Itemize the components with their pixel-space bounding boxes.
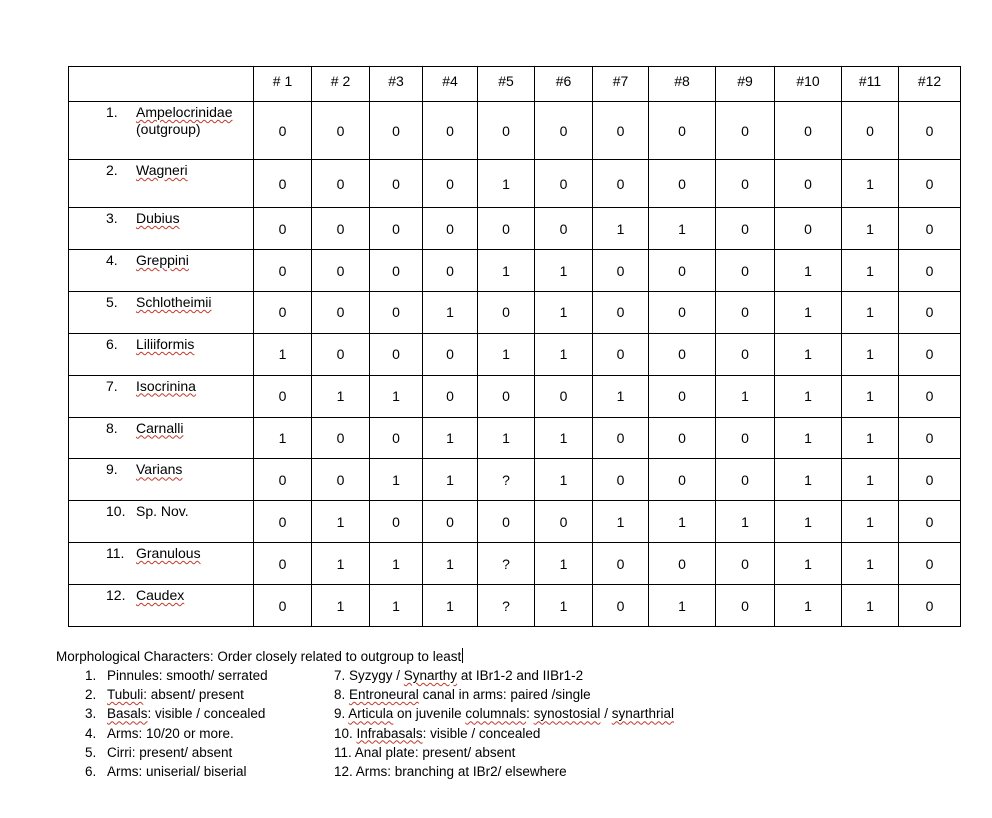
taxon-cell	[69, 501, 254, 543]
character-state-cell: 0	[370, 102, 423, 160]
character-state-cell: 0	[254, 208, 312, 250]
character-state-cell: 0	[716, 250, 775, 292]
character-state-cell: 0	[312, 208, 370, 250]
character-state-cell: 1	[535, 333, 593, 375]
character-state-cell: 0	[535, 160, 593, 208]
table-row	[69, 585, 961, 627]
character-matrix-table	[68, 66, 961, 627]
taxon-number: 4.	[106, 252, 118, 269]
character-state-cell: 0	[370, 208, 423, 250]
taxon-name-text: Carnalli	[136, 419, 184, 436]
character-state-cell: 0	[899, 459, 961, 501]
character-state-cell: 1	[842, 501, 899, 543]
taxon-name-text: Wagneri	[136, 162, 188, 179]
character-state-cell: 0	[899, 501, 961, 543]
taxon-name	[107, 210, 253, 227]
character-state-cell: 1	[423, 459, 478, 501]
character-state-cell: 0	[478, 501, 535, 543]
character-state-cell: 0	[775, 102, 842, 160]
character-state-cell: 1	[842, 250, 899, 292]
character-state-cell: 0	[899, 375, 961, 417]
character-state-cell: 1	[842, 208, 899, 250]
taxon-name-text: Dubius	[136, 210, 180, 227]
character-state-cell: 1	[535, 417, 593, 459]
character-state-cell: 0	[423, 160, 478, 208]
character-state-cell: 0	[899, 333, 961, 375]
character-state-cell: 1	[716, 375, 775, 417]
character-state-cell: 1	[312, 543, 370, 585]
character-state-cell: 0	[254, 102, 312, 160]
taxon-name-text: Ampelocrinidae	[136, 104, 233, 120]
taxon-name-text: Isocrinina	[136, 377, 196, 394]
character-state-cell: 0	[593, 291, 649, 333]
character-state-cell: 1	[842, 417, 899, 459]
character-state-cell: 0	[254, 375, 312, 417]
taxon-name-text: Schlotheimii	[136, 293, 212, 310]
character-state-cell: 1	[423, 585, 478, 627]
legend-item-number: 6.	[85, 764, 97, 780]
character-state-cell: 0	[312, 250, 370, 292]
character-state-cell: 1	[423, 543, 478, 585]
character-state-cell: 0	[478, 208, 535, 250]
table-row	[69, 375, 961, 417]
legend-item	[85, 724, 268, 743]
column-header: #10	[775, 67, 842, 102]
legend-item	[85, 685, 268, 704]
taxon-cell	[69, 459, 254, 501]
character-state-cell: 1	[478, 417, 535, 459]
character-state-cell: 1	[775, 501, 842, 543]
taxon-name	[107, 587, 253, 604]
taxon-name-text: Caudex	[136, 587, 185, 604]
taxon-number: 9.	[106, 461, 118, 478]
character-state-cell: 1	[842, 333, 899, 375]
character-state-cell: 1	[775, 375, 842, 417]
character-state-cell: 1	[842, 160, 899, 208]
column-header: #8	[649, 67, 716, 102]
column-header: #3	[370, 67, 423, 102]
table-row	[69, 250, 961, 292]
character-state-cell: 1	[842, 459, 899, 501]
character-state-cell: 0	[593, 102, 649, 160]
character-state-cell: 0	[254, 250, 312, 292]
character-state-cell: 0	[423, 375, 478, 417]
column-header: #12	[899, 67, 961, 102]
character-state-cell: 0	[423, 102, 478, 160]
legend-item	[85, 743, 268, 762]
character-state-cell: 0	[312, 160, 370, 208]
character-state-cell: 0	[535, 501, 593, 543]
table-row	[69, 543, 961, 585]
character-state-cell: 1	[775, 417, 842, 459]
taxon-cell	[69, 333, 254, 375]
character-state-cell: 0	[899, 291, 961, 333]
legend-item-number: 5.	[85, 744, 97, 760]
character-state-cell: 0	[312, 417, 370, 459]
taxon-name	[107, 104, 253, 138]
character-state-cell: 0	[716, 543, 775, 585]
character-state-cell: 1	[370, 375, 423, 417]
table-row	[69, 160, 961, 208]
taxon-name-text: Greppini	[136, 252, 189, 269]
header-row	[69, 67, 961, 102]
character-state-cell: 0	[716, 333, 775, 375]
legend-item: 8. Entroneural canal in arms: paired /single	[334, 687, 591, 703]
legend-item: 9. Articula on juvenile columnals: synostosial / synarthrial	[334, 706, 674, 722]
table-row	[69, 291, 961, 333]
character-state-cell: 1	[716, 501, 775, 543]
column-header: #6	[535, 67, 593, 102]
legend-item-number: 2.	[85, 687, 97, 703]
character-state-cell: 1	[535, 250, 593, 292]
character-state-cell: 1	[649, 585, 716, 627]
character-state-cell: 1	[775, 291, 842, 333]
taxon-name-text: Liliiformis	[136, 335, 195, 352]
legend-item-number: 4.	[85, 725, 97, 741]
table-row	[69, 417, 961, 459]
taxon-name-text: Granulous	[136, 545, 201, 562]
legend-item: 7. Syzygy / Synarthy at IBr1-2 and IIBr1-2	[334, 668, 584, 683]
character-state-cell: 0	[716, 160, 775, 208]
character-state-cell: 0	[593, 585, 649, 627]
column-header: #9	[716, 67, 775, 102]
character-state-cell: 1	[370, 459, 423, 501]
taxon-name	[107, 336, 253, 353]
legend-item-text: Tubuli: absent/ present	[107, 687, 244, 703]
character-state-cell: 0	[899, 208, 961, 250]
taxon-cell	[69, 417, 254, 459]
character-state-cell: 0	[716, 459, 775, 501]
legend-item: 11. Anal plate: present/ absent	[334, 744, 516, 760]
character-state-cell: 0	[649, 250, 716, 292]
character-state-cell: 0	[649, 333, 716, 375]
legend-item: 12. Arms: branching at IBr2/ elsewhere	[334, 764, 567, 780]
character-state-cell: 0	[593, 543, 649, 585]
text-cursor	[462, 648, 463, 663]
character-state-cell: 0	[370, 501, 423, 543]
character-state-cell: 1	[535, 291, 593, 333]
taxon-number: 11.	[106, 545, 125, 562]
legend-heading: Morphological Characters: Order closely related to outgroup to least	[56, 649, 462, 664]
character-state-cell: 1	[775, 459, 842, 501]
character-state-cell: 0	[593, 160, 649, 208]
taxon-number: 6.	[106, 335, 118, 352]
legend-item-text: Arms: uniserial/ biserial	[107, 764, 247, 780]
character-state-cell: 0	[716, 102, 775, 160]
table-row	[69, 333, 961, 375]
taxon-name	[107, 503, 253, 520]
column-header: # 1	[254, 67, 312, 102]
character-state-cell: 0	[716, 208, 775, 250]
character-state-cell: 1	[423, 417, 478, 459]
character-state-cell: 0	[312, 333, 370, 375]
legend-item-number: 3.	[85, 706, 97, 722]
character-state-cell: 0	[716, 417, 775, 459]
taxon-number: 2.	[106, 162, 118, 179]
character-state-cell: 0	[535, 375, 593, 417]
character-state-cell: 1	[649, 208, 716, 250]
character-state-cell: 0	[649, 102, 716, 160]
character-state-cell: 0	[593, 417, 649, 459]
character-state-cell: 0	[593, 459, 649, 501]
character-state-cell: 1	[423, 291, 478, 333]
character-state-cell: 0	[370, 333, 423, 375]
character-state-cell: 1	[312, 375, 370, 417]
character-state-cell: 1	[593, 208, 649, 250]
character-state-cell: 0	[535, 208, 593, 250]
character-state-cell: 0	[593, 250, 649, 292]
taxon-subtitle: (outgroup)	[136, 121, 201, 137]
character-state-cell: 1	[775, 585, 842, 627]
character-state-cell: 1	[478, 250, 535, 292]
table-body	[69, 102, 961, 627]
column-header: #5	[478, 67, 535, 102]
character-state-cell: 1	[842, 291, 899, 333]
character-state-cell: 0	[478, 375, 535, 417]
character-legend	[56, 648, 956, 780]
taxon-cell	[69, 375, 254, 417]
character-state-cell: 0	[423, 333, 478, 375]
character-state-cell: 1	[775, 543, 842, 585]
table-row	[69, 501, 961, 543]
header-corner-cell	[69, 67, 254, 102]
column-header: #4	[423, 67, 478, 102]
taxon-cell	[69, 543, 254, 585]
taxon-name	[107, 461, 253, 478]
character-state-cell: 1	[842, 543, 899, 585]
character-state-cell: 1	[593, 375, 649, 417]
table-row	[69, 208, 961, 250]
character-state-cell: 1	[842, 585, 899, 627]
taxon-cell	[69, 102, 254, 160]
character-state-cell: 0	[312, 102, 370, 160]
taxon-cell	[69, 585, 254, 627]
character-state-cell: 0	[649, 543, 716, 585]
taxon-name	[107, 294, 253, 311]
character-state-cell: 0	[423, 250, 478, 292]
character-state-cell: 0	[842, 102, 899, 160]
character-state-cell: 0	[370, 417, 423, 459]
character-state-cell: 0	[370, 250, 423, 292]
character-state-cell: 1	[312, 501, 370, 543]
taxon-number: 3.	[106, 210, 118, 227]
legend-item-text: Arms: 10/20 or more.	[107, 725, 234, 741]
taxon-number: 12.	[106, 587, 126, 604]
taxon-name-text: Varians	[136, 461, 183, 478]
taxon-number: 10.	[106, 503, 126, 520]
taxon-cell	[69, 291, 254, 333]
character-state-cell: 1	[775, 333, 842, 375]
character-state-cell: 0	[312, 459, 370, 501]
legend-item-number: 1.	[85, 668, 97, 683]
character-state-cell: 0	[254, 459, 312, 501]
character-state-cell: 0	[899, 102, 961, 160]
character-state-cell: 1	[312, 585, 370, 627]
legend-item	[85, 666, 268, 685]
character-state-cell: 0	[775, 208, 842, 250]
legend-item	[85, 762, 268, 781]
character-state-cell: 1	[535, 459, 593, 501]
character-state-cell: 0	[254, 501, 312, 543]
taxon-number: 1.	[106, 104, 118, 120]
character-state-cell: 0	[535, 102, 593, 160]
table-header	[69, 67, 961, 102]
character-state-cell: 0	[370, 291, 423, 333]
legend-item-text: Cirri: present/ absent	[107, 744, 233, 760]
character-state-cell: 0	[423, 208, 478, 250]
character-state-cell: 1	[535, 585, 593, 627]
table-row	[69, 459, 961, 501]
legend-item: 10. Infrabasals: visible / concealed	[334, 725, 541, 741]
character-state-cell: 1	[649, 501, 716, 543]
character-state-cell: 1	[535, 543, 593, 585]
character-state-cell: 1	[478, 160, 535, 208]
legend-right-column	[334, 666, 674, 781]
taxon-number: 7.	[106, 377, 118, 394]
character-state-cell: 0	[478, 102, 535, 160]
character-state-cell: 0	[254, 543, 312, 585]
character-state-cell: 0	[899, 585, 961, 627]
character-state-cell: ?	[478, 459, 535, 501]
character-state-cell: 1	[370, 543, 423, 585]
taxon-name	[107, 420, 253, 437]
taxon-cell	[69, 160, 254, 208]
character-state-cell: 0	[899, 250, 961, 292]
table-row	[69, 102, 961, 160]
character-state-cell: 0	[899, 160, 961, 208]
character-state-cell: 0	[254, 160, 312, 208]
character-state-cell: 0	[716, 585, 775, 627]
character-state-cell: 0	[649, 160, 716, 208]
character-state-cell: 0	[775, 160, 842, 208]
character-state-cell: 0	[649, 375, 716, 417]
character-state-cell: 0	[254, 585, 312, 627]
character-state-cell: 0	[423, 501, 478, 543]
column-header: #7	[593, 67, 649, 102]
taxon-cell	[69, 250, 254, 292]
character-state-cell: 0	[649, 291, 716, 333]
character-state-cell: 1	[478, 333, 535, 375]
legend-item-text: Pinnules: smooth/ serrated	[107, 668, 268, 683]
character-state-cell: 0	[254, 291, 312, 333]
taxon-number: 5.	[106, 293, 118, 310]
character-state-cell: 1	[775, 250, 842, 292]
taxon-name	[107, 162, 253, 179]
character-state-cell: ?	[478, 543, 535, 585]
character-state-cell: 0	[593, 333, 649, 375]
column-header: # 2	[312, 67, 370, 102]
character-state-cell: 1	[254, 417, 312, 459]
taxon-name	[107, 545, 253, 562]
legend-left-column	[85, 666, 268, 781]
taxon-number: 8.	[106, 419, 118, 436]
taxon-name	[107, 252, 253, 269]
character-state-cell: 0	[716, 291, 775, 333]
legend-item	[85, 704, 268, 723]
taxon-cell	[69, 208, 254, 250]
character-state-cell: 0	[899, 543, 961, 585]
character-state-cell: 0	[649, 459, 716, 501]
character-state-cell: 0	[478, 291, 535, 333]
character-state-cell: ?	[478, 585, 535, 627]
taxon-name-text: Sp. Nov.	[136, 503, 189, 520]
character-state-cell: 1	[370, 585, 423, 627]
character-state-cell: 1	[593, 501, 649, 543]
character-state-cell: 0	[312, 291, 370, 333]
character-state-cell: 0	[899, 417, 961, 459]
legend-item-text: Basals: visible / concealed	[107, 706, 266, 722]
character-state-cell: 1	[842, 375, 899, 417]
taxon-name	[107, 378, 253, 395]
character-state-cell: 1	[254, 333, 312, 375]
column-header: #11	[842, 67, 899, 102]
character-state-cell: 0	[370, 160, 423, 208]
character-state-cell: 0	[649, 417, 716, 459]
